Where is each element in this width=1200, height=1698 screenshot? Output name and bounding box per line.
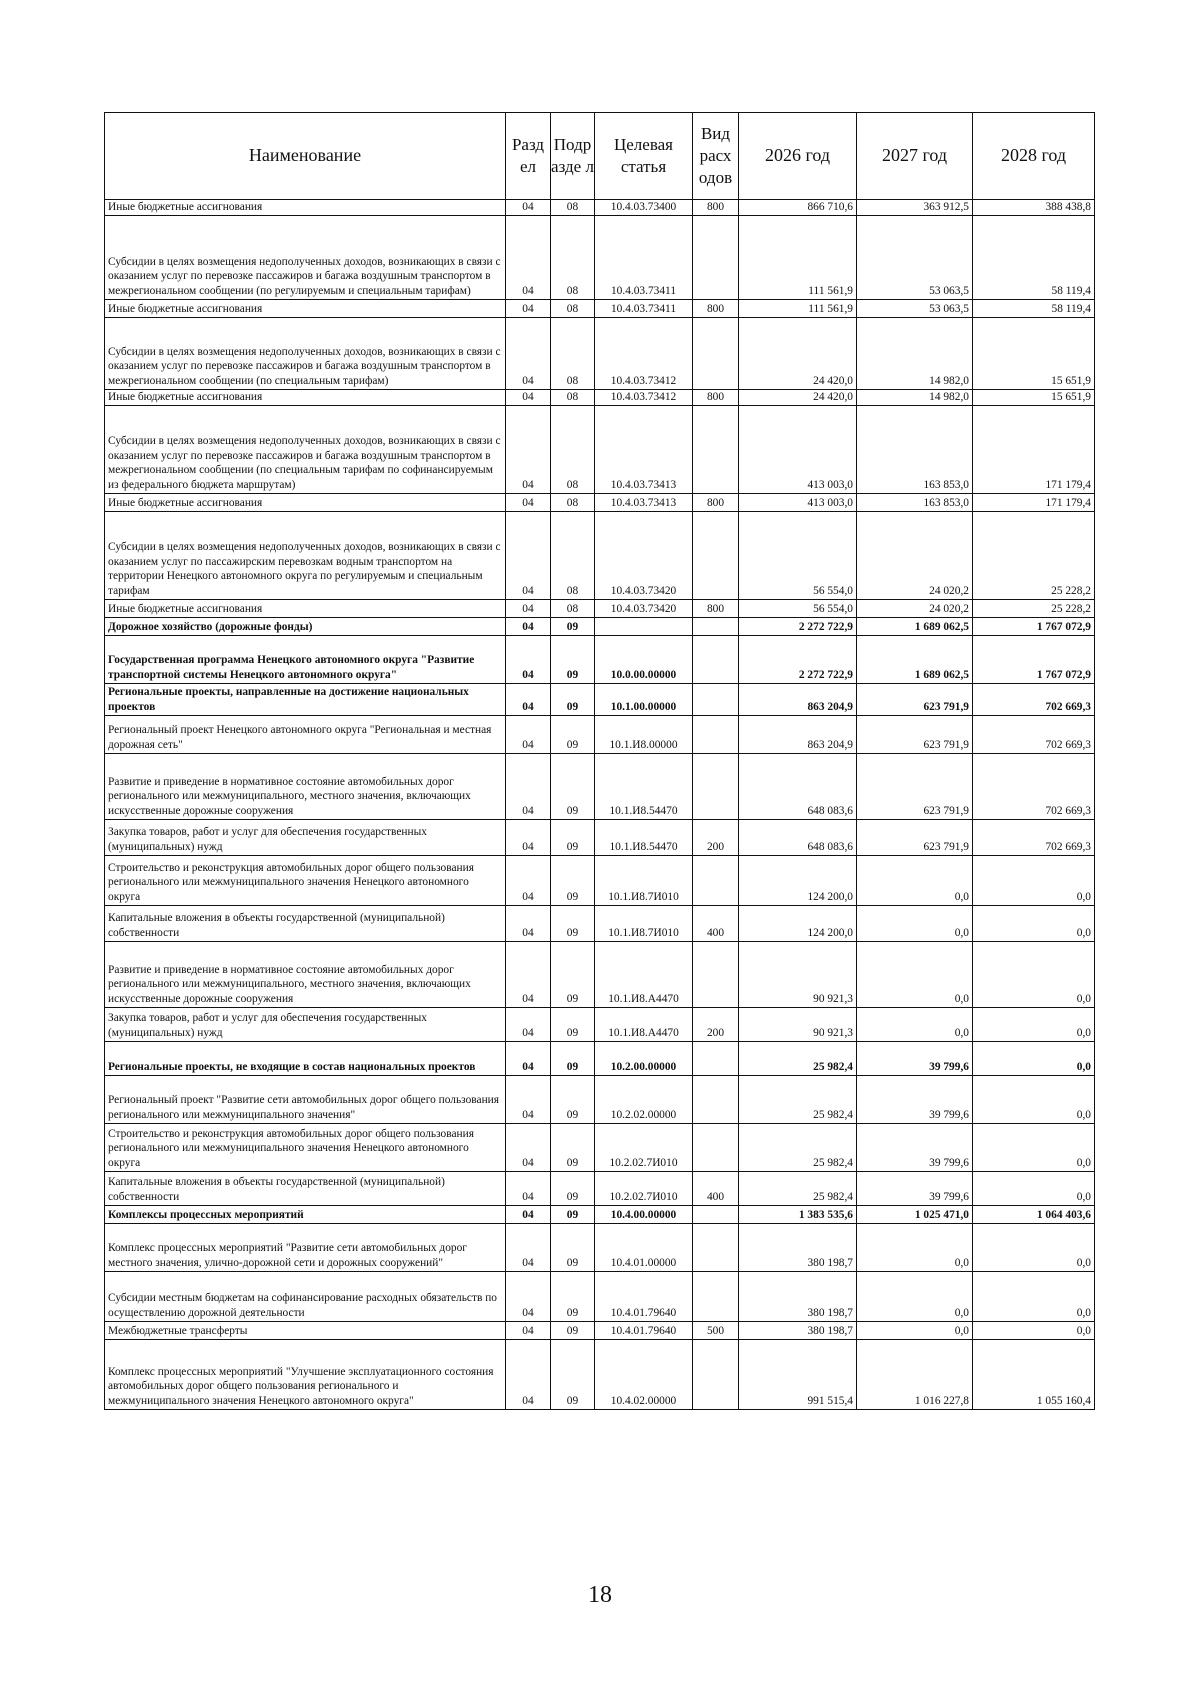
row-value-2026: 863 204,9	[739, 716, 857, 754]
row-expense-type	[693, 1224, 739, 1272]
row-target-article: 10.0.00.00000	[595, 636, 693, 684]
row-podrazdel: 09	[551, 684, 595, 716]
row-razdel: 04	[506, 618, 551, 636]
row-value-2026: 866 710,6	[739, 200, 857, 216]
row-name: Государственная программа Ненецкого автономного округа "Развитие транспортной системы Ненецкого автономного округа"	[105, 636, 506, 684]
row-razdel: 04	[506, 600, 551, 618]
row-razdel: 04	[506, 1272, 551, 1322]
row-podrazdel: 08	[551, 600, 595, 618]
row-value-2028: 0,0	[973, 1172, 1095, 1206]
row-target-article: 10.1.И8.А4470	[595, 942, 693, 1008]
row-podrazdel: 09	[551, 820, 595, 856]
row-podrazdel: 09	[551, 1322, 595, 1340]
row-podrazdel: 09	[551, 636, 595, 684]
row-target-article	[595, 618, 693, 636]
table-row	[105, 1322, 1095, 1340]
row-expense-type	[693, 1340, 739, 1410]
row-value-2026: 25 982,4	[739, 1172, 857, 1206]
row-razdel: 04	[506, 1224, 551, 1272]
row-value-2026: 863 204,9	[739, 684, 857, 716]
row-podrazdel: 09	[551, 1008, 595, 1042]
header-expense-type: Вид расх одов	[693, 113, 739, 200]
row-expense-type: 500	[693, 1322, 739, 1340]
row-expense-type	[693, 754, 739, 820]
row-target-article: 10.1.И8.А4470	[595, 1008, 693, 1042]
row-target-article: 10.4.01.79640	[595, 1322, 693, 1340]
header-2028: 2028 год	[973, 113, 1095, 200]
row-expense-type	[693, 318, 739, 390]
row-value-2028: 25 228,2	[973, 600, 1095, 618]
row-name: Региональные проекты, направленные на достижение национальных проектов	[105, 684, 506, 716]
row-razdel: 04	[506, 942, 551, 1008]
row-value-2026: 111 561,9	[739, 216, 857, 300]
row-value-2028: 0,0	[973, 856, 1095, 906]
row-podrazdel: 08	[551, 512, 595, 600]
row-target-article: 10.1.И8.00000	[595, 716, 693, 754]
row-name: Субсидии местным бюджетам на софинансирование расходных обязательств по осуществлению дорожной деятельности	[105, 1272, 506, 1322]
row-podrazdel: 09	[551, 1206, 595, 1224]
row-podrazdel: 08	[551, 494, 595, 512]
row-value-2028: 1 767 072,9	[973, 618, 1095, 636]
row-value-2028: 0,0	[973, 1008, 1095, 1042]
row-value-2028: 1 767 072,9	[973, 636, 1095, 684]
row-value-2026: 90 921,3	[739, 1008, 857, 1042]
row-expense-type	[693, 1076, 739, 1124]
row-podrazdel: 08	[551, 200, 595, 216]
table-row	[105, 618, 1095, 636]
row-razdel: 04	[506, 684, 551, 716]
row-target-article: 10.4.03.73413	[595, 494, 693, 512]
row-value-2027: 623 791,9	[857, 684, 973, 716]
row-value-2028: 15 651,9	[973, 390, 1095, 406]
row-value-2028: 702 669,3	[973, 684, 1095, 716]
row-value-2028: 25 228,2	[973, 512, 1095, 600]
row-razdel: 04	[506, 1076, 551, 1124]
row-name: Закупка товаров, работ и услуг для обеспечения государственных (муниципальных) нужд	[105, 1008, 506, 1042]
row-name: Региональные проекты, не входящие в состав национальных проектов	[105, 1042, 506, 1076]
row-name: Иные бюджетные ассигнования	[105, 200, 506, 216]
row-podrazdel: 08	[551, 406, 595, 494]
budget-table	[104, 112, 1095, 1410]
row-value-2028: 1 064 403,6	[973, 1206, 1095, 1224]
table-row	[105, 1042, 1095, 1076]
row-razdel: 04	[506, 512, 551, 600]
row-expense-type	[693, 716, 739, 754]
row-expense-type	[693, 216, 739, 300]
row-expense-type: 800	[693, 200, 739, 216]
row-name: Комплекс процессных мероприятий "Развитие сети автомобильных дорог местного значения, улично-дорожной сети и дорожных сооружений"	[105, 1224, 506, 1272]
row-razdel: 04	[506, 216, 551, 300]
row-expense-type	[693, 512, 739, 600]
table-row	[105, 216, 1095, 300]
row-value-2027: 0,0	[857, 1224, 973, 1272]
row-podrazdel: 09	[551, 1042, 595, 1076]
row-value-2027: 0,0	[857, 1008, 973, 1042]
table-row	[105, 1172, 1095, 1206]
row-expense-type	[693, 1124, 739, 1172]
row-value-2028: 0,0	[973, 1042, 1095, 1076]
row-name: Развитие и приведение в нормативное состояние автомобильных дорог регионального или межмуниципального, местного значения, включающих искусственные дорожные сооружения	[105, 754, 506, 820]
row-razdel: 04	[506, 494, 551, 512]
row-target-article: 10.4.02.00000	[595, 1340, 693, 1410]
table-row	[105, 1076, 1095, 1124]
row-podrazdel: 09	[551, 1172, 595, 1206]
row-target-article: 10.1.И8.54470	[595, 754, 693, 820]
row-value-2028: 0,0	[973, 1224, 1095, 1272]
row-value-2026: 1 383 535,6	[739, 1206, 857, 1224]
row-target-article: 10.4.03.73412	[595, 390, 693, 406]
row-value-2026: 24 420,0	[739, 390, 857, 406]
row-name: Иные бюджетные ассигнования	[105, 600, 506, 618]
header-2026: 2026 год	[739, 113, 857, 200]
row-podrazdel: 09	[551, 754, 595, 820]
row-value-2028: 702 669,3	[973, 754, 1095, 820]
row-value-2028: 1 055 160,4	[973, 1340, 1095, 1410]
table-row	[105, 716, 1095, 754]
row-expense-type	[693, 1272, 739, 1322]
row-value-2026: 991 515,4	[739, 1340, 857, 1410]
row-name: Закупка товаров, работ и услуг для обеспечения государственных (муниципальных) нужд	[105, 820, 506, 856]
row-value-2026: 648 083,6	[739, 820, 857, 856]
row-name: Межбюджетные трансферты	[105, 1322, 506, 1340]
row-target-article: 10.4.03.73400	[595, 200, 693, 216]
row-value-2028: 0,0	[973, 1272, 1095, 1322]
row-target-article: 10.4.01.79640	[595, 1272, 693, 1322]
row-target-article: 10.4.03.73412	[595, 318, 693, 390]
row-value-2028: 702 669,3	[973, 820, 1095, 856]
row-podrazdel: 09	[551, 716, 595, 754]
table-row	[105, 300, 1095, 318]
row-expense-type	[693, 618, 739, 636]
table-row	[105, 1272, 1095, 1322]
row-podrazdel: 09	[551, 1272, 595, 1322]
table-row	[105, 1206, 1095, 1224]
row-value-2026: 124 200,0	[739, 906, 857, 942]
row-value-2026: 90 921,3	[739, 942, 857, 1008]
row-target-article: 10.4.03.73411	[595, 300, 693, 318]
row-expense-type	[693, 942, 739, 1008]
row-target-article: 10.2.02.00000	[595, 1076, 693, 1124]
row-expense-type: 200	[693, 1008, 739, 1042]
row-value-2028: 171 179,4	[973, 406, 1095, 494]
table-row	[105, 1340, 1095, 1410]
row-value-2028: 0,0	[973, 942, 1095, 1008]
row-value-2028: 0,0	[973, 1322, 1095, 1340]
row-value-2026: 413 003,0	[739, 406, 857, 494]
row-value-2027: 0,0	[857, 1272, 973, 1322]
row-value-2028: 388 438,8	[973, 200, 1095, 216]
row-value-2026: 56 554,0	[739, 600, 857, 618]
row-value-2027: 53 063,5	[857, 300, 973, 318]
row-target-article: 10.4.03.73420	[595, 512, 693, 600]
row-expense-type	[693, 636, 739, 684]
row-value-2026: 2 272 722,9	[739, 636, 857, 684]
row-name: Субсидии в целях возмещения недополученных доходов, возникающих в связи с оказанием услуг по перевозке пассажиров и багажа воздушным транспортом в межрегиональном сообщении (по специальным тарифам)	[105, 318, 506, 390]
row-value-2027: 39 799,6	[857, 1042, 973, 1076]
table-row	[105, 406, 1095, 494]
row-razdel: 04	[506, 390, 551, 406]
row-value-2027: 163 853,0	[857, 494, 973, 512]
table-row	[105, 636, 1095, 684]
row-value-2026: 2 272 722,9	[739, 618, 857, 636]
row-value-2026: 111 561,9	[739, 300, 857, 318]
row-podrazdel: 09	[551, 906, 595, 942]
row-expense-type: 800	[693, 300, 739, 318]
row-value-2028: 0,0	[973, 1124, 1095, 1172]
row-value-2026: 413 003,0	[739, 494, 857, 512]
row-target-article: 10.2.00.00000	[595, 1042, 693, 1076]
row-razdel: 04	[506, 318, 551, 390]
row-target-article: 10.4.00.00000	[595, 1206, 693, 1224]
row-razdel: 04	[506, 300, 551, 318]
row-expense-type: 800	[693, 390, 739, 406]
table-header	[105, 113, 1095, 200]
row-value-2027: 24 020,2	[857, 512, 973, 600]
row-value-2027: 53 063,5	[857, 216, 973, 300]
row-expense-type: 200	[693, 820, 739, 856]
table-row	[105, 1124, 1095, 1172]
row-value-2026: 56 554,0	[739, 512, 857, 600]
row-expense-type: 400	[693, 1172, 739, 1206]
row-value-2027: 363 912,5	[857, 200, 973, 216]
page-number: 18	[588, 1582, 612, 1608]
row-target-article: 10.2.02.7И010	[595, 1172, 693, 1206]
row-razdel: 04	[506, 754, 551, 820]
row-razdel: 04	[506, 1322, 551, 1340]
row-target-article: 10.1.00.00000	[595, 684, 693, 716]
row-target-article: 10.4.03.73420	[595, 600, 693, 618]
table-body	[105, 200, 1095, 1410]
row-value-2027: 0,0	[857, 856, 973, 906]
row-value-2026: 25 982,4	[739, 1076, 857, 1124]
row-podrazdel: 08	[551, 318, 595, 390]
row-podrazdel: 09	[551, 1224, 595, 1272]
row-value-2028: 702 669,3	[973, 716, 1095, 754]
row-expense-type	[693, 684, 739, 716]
row-value-2028: 15 651,9	[973, 318, 1095, 390]
row-razdel: 04	[506, 716, 551, 754]
header-podrazdel: Подр азде л	[551, 113, 595, 200]
row-value-2026: 648 083,6	[739, 754, 857, 820]
row-razdel: 04	[506, 1172, 551, 1206]
row-value-2027: 39 799,6	[857, 1172, 973, 1206]
row-podrazdel: 08	[551, 390, 595, 406]
row-name: Субсидии в целях возмещения недополученных доходов, возникающих в связи с оказанием услуг по пассажирским перевозкам водным транспортом на территории Ненецкого автономного округа по регулируемым и специальным тарифам	[105, 512, 506, 600]
header-name: Наименование	[105, 113, 506, 200]
table-row	[105, 600, 1095, 618]
table-row	[105, 942, 1095, 1008]
table-row	[105, 1008, 1095, 1042]
table-row	[105, 856, 1095, 906]
row-razdel: 04	[506, 820, 551, 856]
row-expense-type: 800	[693, 600, 739, 618]
row-value-2027: 39 799,6	[857, 1076, 973, 1124]
row-name: Иные бюджетные ассигнования	[105, 494, 506, 512]
table-row	[105, 512, 1095, 600]
row-value-2026: 24 420,0	[739, 318, 857, 390]
row-target-article: 10.4.03.73411	[595, 216, 693, 300]
row-value-2027: 623 791,9	[857, 716, 973, 754]
row-value-2027: 0,0	[857, 942, 973, 1008]
row-target-article: 10.2.02.7И010	[595, 1124, 693, 1172]
row-value-2027: 24 020,2	[857, 600, 973, 618]
row-value-2027: 1 025 471,0	[857, 1206, 973, 1224]
table-row	[105, 684, 1095, 716]
row-value-2028: 58 119,4	[973, 216, 1095, 300]
row-value-2026: 380 198,7	[739, 1272, 857, 1322]
row-razdel: 04	[506, 1124, 551, 1172]
table-row	[105, 754, 1095, 820]
row-podrazdel: 08	[551, 300, 595, 318]
row-value-2027: 0,0	[857, 1322, 973, 1340]
row-name: Строительство и реконструкция автомобильных дорог общего пользования регионального или межмуниципального значения Ненецкого автономного округа	[105, 1124, 506, 1172]
row-podrazdel: 09	[551, 1124, 595, 1172]
row-value-2027: 1 689 062,5	[857, 618, 973, 636]
row-target-article: 10.1.И8.7И010	[595, 856, 693, 906]
row-name: Иные бюджетные ассигнования	[105, 300, 506, 318]
row-razdel: 04	[506, 1008, 551, 1042]
row-value-2027: 14 982,0	[857, 318, 973, 390]
row-value-2028: 0,0	[973, 1076, 1095, 1124]
row-podrazdel: 09	[551, 1340, 595, 1410]
row-target-article: 10.4.03.73413	[595, 406, 693, 494]
row-name: Дорожное хозяйство (дорожные фонды)	[105, 618, 506, 636]
row-target-article: 10.1.И8.54470	[595, 820, 693, 856]
row-value-2028: 58 119,4	[973, 300, 1095, 318]
header-target-article: Целевая статья	[595, 113, 693, 200]
row-value-2026: 25 982,4	[739, 1124, 857, 1172]
row-razdel: 04	[506, 856, 551, 906]
row-value-2027: 14 982,0	[857, 390, 973, 406]
row-name: Капитальные вложения в объекты государственной (муниципальной) собственности	[105, 906, 506, 942]
row-value-2027: 1 016 227,8	[857, 1340, 973, 1410]
row-value-2026: 380 198,7	[739, 1224, 857, 1272]
row-value-2027: 623 791,9	[857, 754, 973, 820]
row-value-2028: 171 179,4	[973, 494, 1095, 512]
row-name: Комплексы процессных мероприятий	[105, 1206, 506, 1224]
table-row	[105, 200, 1095, 216]
table-row	[105, 1224, 1095, 1272]
table-row	[105, 820, 1095, 856]
row-expense-type: 800	[693, 494, 739, 512]
row-value-2026: 25 982,4	[739, 1042, 857, 1076]
row-razdel: 04	[506, 906, 551, 942]
row-podrazdel: 09	[551, 942, 595, 1008]
row-expense-type	[693, 1206, 739, 1224]
row-name: Иные бюджетные ассигнования	[105, 390, 506, 406]
row-value-2028: 0,0	[973, 906, 1095, 942]
table-row	[105, 494, 1095, 512]
row-expense-type: 400	[693, 906, 739, 942]
row-expense-type	[693, 1042, 739, 1076]
row-razdel: 04	[506, 406, 551, 494]
row-target-article: 10.4.01.00000	[595, 1224, 693, 1272]
row-podrazdel: 08	[551, 216, 595, 300]
row-podrazdel: 09	[551, 856, 595, 906]
row-name: Комплекс процессных мероприятий "Улучшение эксплуатационного состояния автомобильных дорог общего пользования регионального и межмуниципального значения Ненецкого автономного округа"	[105, 1340, 506, 1410]
row-name: Развитие и приведение в нормативное состояние автомобильных дорог регионального или межмуниципального, местного значения, включающих искусственные дорожные сооружения	[105, 942, 506, 1008]
row-name: Региональный проект "Развитие сети автомобильных дорог общего пользования регионального или межмуниципального значения"	[105, 1076, 506, 1124]
row-name: Капитальные вложения в объекты государственной (муниципальной) собственности	[105, 1172, 506, 1206]
row-value-2027: 0,0	[857, 906, 973, 942]
row-name: Региональный проект Ненецкого автономного округа "Региональная и местная дорожная сеть"	[105, 716, 506, 754]
row-target-article: 10.1.И8.7И010	[595, 906, 693, 942]
row-razdel: 04	[506, 1206, 551, 1224]
row-razdel: 04	[506, 636, 551, 684]
row-value-2027: 163 853,0	[857, 406, 973, 494]
row-name: Строительство и реконструкция автомобильных дорог общего пользования регионального или межмуниципального значения Ненецкого автономного округа	[105, 856, 506, 906]
row-value-2026: 380 198,7	[739, 1322, 857, 1340]
table-row	[105, 318, 1095, 390]
row-podrazdel: 09	[551, 1076, 595, 1124]
table-row	[105, 906, 1095, 942]
row-value-2026: 124 200,0	[739, 856, 857, 906]
row-razdel: 04	[506, 1042, 551, 1076]
row-value-2027: 623 791,9	[857, 820, 973, 856]
row-razdel: 04	[506, 200, 551, 216]
row-podrazdel: 09	[551, 618, 595, 636]
row-name: Субсидии в целях возмещения недополученных доходов, возникающих в связи с оказанием услуг по перевозке пассажиров и багажа воздушным транспортом в межрегиональном сообщении (по специальным тарифам по софинансируемым из федерального бюджета маршрутам)	[105, 406, 506, 494]
row-expense-type	[693, 406, 739, 494]
table-row	[105, 390, 1095, 406]
header-2027: 2027 год	[857, 113, 973, 200]
row-razdel: 04	[506, 1340, 551, 1410]
row-expense-type	[693, 856, 739, 906]
row-name: Субсидии в целях возмещения недополученных доходов, возникающих в связи с оказанием услуг по перевозке пассажиров и багажа воздушным транспортом в межрегиональном сообщении (по регулируемым и специальным тарифам)	[105, 216, 506, 300]
row-value-2027: 39 799,6	[857, 1124, 973, 1172]
header-razdel: Разд ел	[506, 113, 551, 200]
row-value-2027: 1 689 062,5	[857, 636, 973, 684]
